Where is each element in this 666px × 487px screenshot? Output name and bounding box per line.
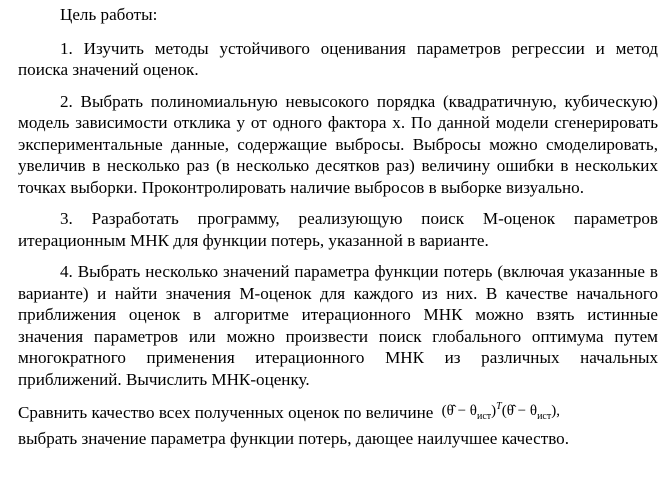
formula-subscript-1: ист <box>476 411 492 422</box>
formula-minus-2: − <box>517 403 527 419</box>
comparison-paragraph <box>18 396 658 449</box>
error-formula: (θ̂ − $\theta_{ист})^T(\thetâ - \theta_{ист})$, <box>441 401 560 422</box>
formula-theta-1: θ <box>469 403 477 419</box>
formula-minus-1: − <box>457 403 467 419</box>
goal-heading: Цель работы: <box>60 5 158 24</box>
formula-superscript: T <box>496 401 502 412</box>
formula-suffix: , <box>556 403 560 419</box>
document-page <box>18 4 658 449</box>
task-item-2: 2. Выбрать полиномиальную невысокого порядка (квадратичную, кубическую) модель зависимости отклика y от одного фактора x. По данной модели сгенерировать экспериментальные данные, содержащие выбросы. Выбросы можно смоделировать, увеличив в несколько раз (в несколько десятков раз) величину ошибки в нескольких точках выборки. Проконтролировать наличие выбросов в выборке визуально. <box>18 91 658 197</box>
task-item-1: 1. Изучить методы устойчивого оценивания параметров регрессии и метод поиска значений оценок. <box>18 38 658 79</box>
comparison-text: Сравнить качество всех полученных оценок по величине <box>18 403 434 422</box>
task-item-3: 3. Разработать программу, реализующую поиск М-оценок параметров итерационным МНК для функции потерь, указанной в варианте. <box>18 209 658 250</box>
conclusion-text: выбрать значение параметра функции потерь, дающее наилучшее качество. <box>18 428 569 448</box>
formula-theta-hat-2: θ̂ <box>506 403 514 419</box>
formula-subscript-2: ист <box>537 411 552 422</box>
formula-theta-2: θ <box>529 403 538 419</box>
formula-theta-hat-1: θ̂ <box>446 403 454 419</box>
task-item-4: 4. Выбрать несколько значений параметра функции потерь (включая указанные в варианте) и найти значения М-оценок для каждого из них. В качестве начального приближения оценок в алгоритме итерационного МНК можно взять истинные значения параметров или можно произвести поиск глобального оптимума путем многократного применения итерационного МНК из различных начальных приближений. Вычислить МНК-оценку. <box>18 262 658 389</box>
